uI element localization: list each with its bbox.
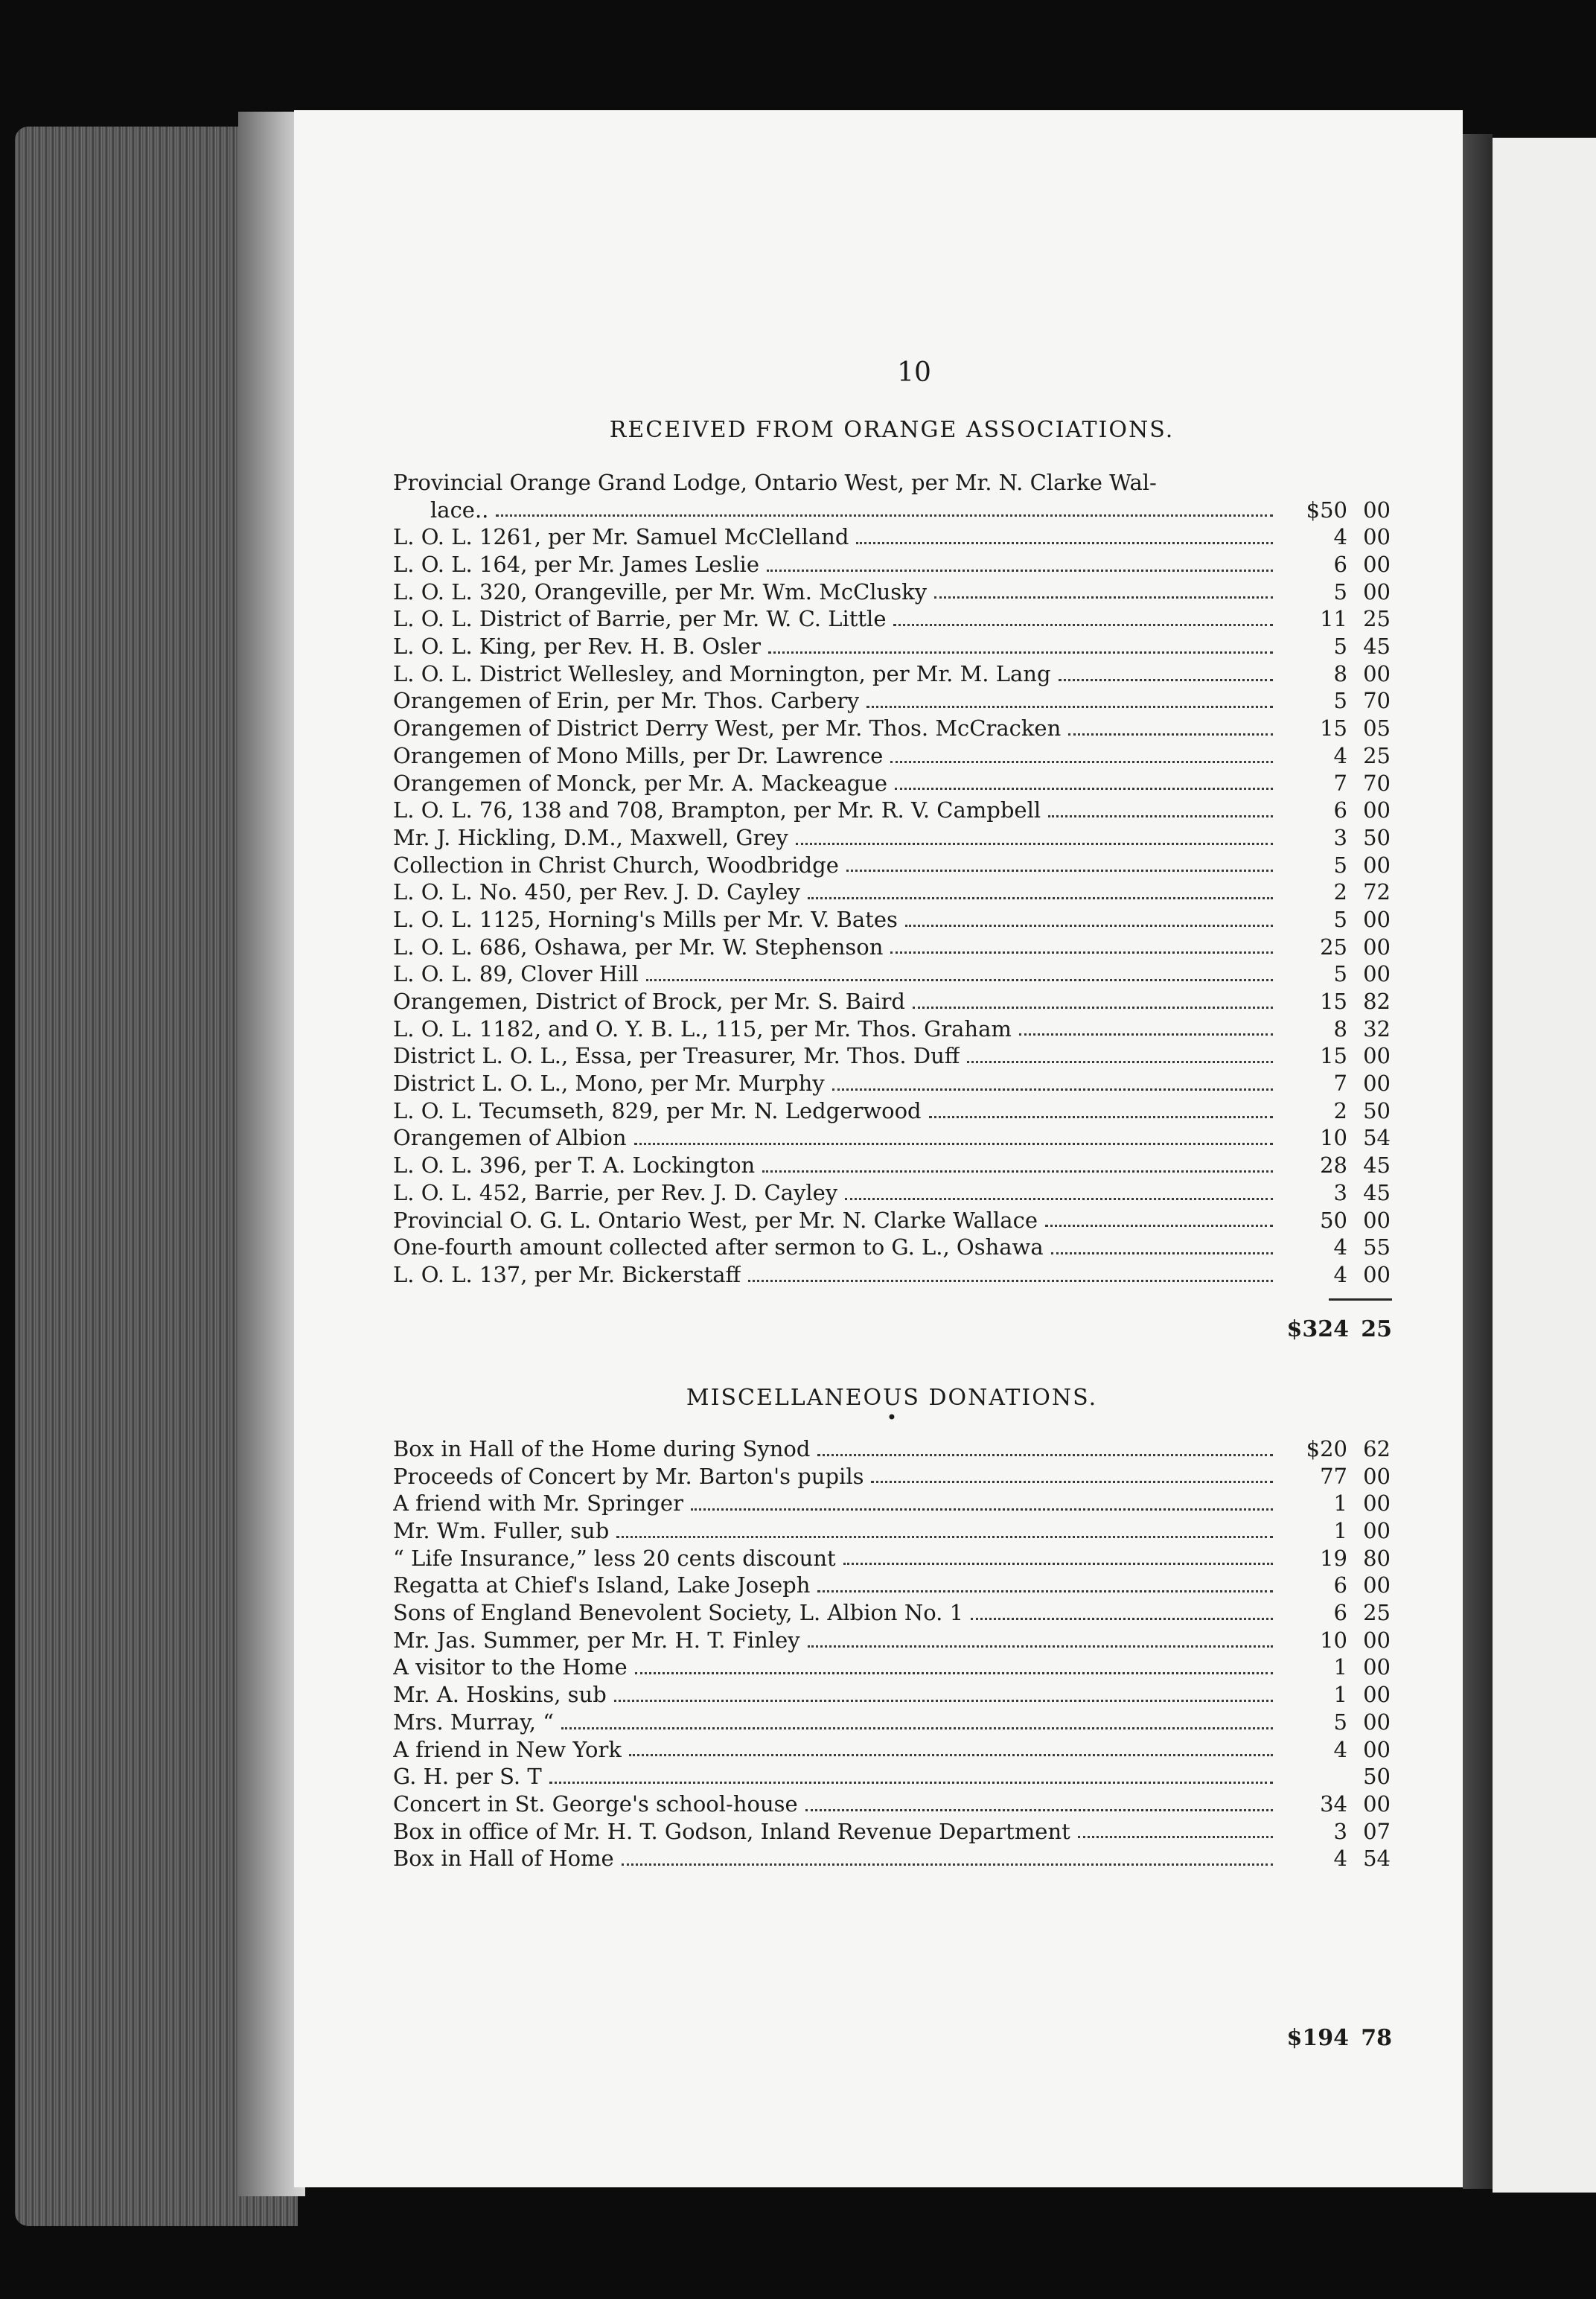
- entry-dollars: 5: [1333, 1709, 1347, 1735]
- dot-leader: [890, 761, 1273, 763]
- entry-cents: 62: [1363, 1435, 1391, 1461]
- entry-cents: 00: [1363, 906, 1391, 932]
- entry-description: A friend with Mr. Springer: [393, 1490, 683, 1517]
- dot-leader: [762, 1170, 1273, 1173]
- entry-description: Orangemen of Erin, per Mr. Thos. Carbery: [393, 688, 860, 714]
- dot-leader: [614, 1700, 1273, 1702]
- entry-description: “ Life Insurance,” less 20 cents discount: [393, 1545, 836, 1571]
- ledger-row: [393, 523, 1391, 551]
- entry-dollars: 4: [1333, 1234, 1347, 1260]
- entry-description: Orangemen of Monck, per Mr. A. Mackeague: [393, 770, 888, 796]
- miscellaneous-donations-total: [1249, 2025, 1392, 2051]
- entry-cents: 00: [1363, 1518, 1391, 1544]
- entry-description: Proceeds of Concert by Mr. Barton's pupils: [393, 1463, 864, 1489]
- entry-cents: 82: [1363, 989, 1391, 1015]
- ledger-row: [393, 824, 1391, 852]
- ledger-row: [393, 770, 1391, 797]
- entry-dollars: 15: [1320, 1043, 1347, 1069]
- entry-cents: 50: [1363, 1764, 1391, 1790]
- entry-description: Box in office of Mr. H. T. Godson, Inland Revenue Department: [393, 1818, 1070, 1844]
- ledger-row: [393, 469, 1391, 497]
- ledger-row: [393, 988, 1391, 1015]
- dot-leader: [856, 542, 1273, 544]
- entry-description: L. O. L. 686, Oshawa, per Mr. W. Stephenson: [393, 934, 884, 960]
- entry-dollars: 4: [1333, 524, 1347, 550]
- entry-description: One-fourth amount collected after sermon to G. L., Oshawa: [393, 1234, 1044, 1260]
- entry-description: Mr. J. Hickling, D.M., Maxwell, Grey: [393, 824, 788, 850]
- ledger-row: [393, 1435, 1391, 1463]
- entry-dollars: 1: [1333, 1490, 1347, 1517]
- dot-leader: [634, 1143, 1274, 1145]
- dot-leader: [496, 514, 1273, 517]
- ledger-row: [393, 578, 1391, 606]
- entry-cents: 00: [1363, 1463, 1391, 1489]
- entry-cents: 00: [1363, 934, 1391, 960]
- entry-cents: 25: [1363, 606, 1391, 632]
- ledger-row: [393, 1125, 1391, 1152]
- orange-associations-list: [393, 469, 1391, 1289]
- entry-dollars: 4: [1333, 1736, 1347, 1762]
- entry-dollars: 1: [1333, 1654, 1347, 1680]
- entry-dollars: $50: [1306, 497, 1347, 523]
- entry-description: A visitor to the Home: [393, 1654, 628, 1680]
- ledger-row: [393, 1545, 1391, 1572]
- ledger-row: [393, 1152, 1391, 1179]
- entry-cents: 00: [1363, 1627, 1391, 1653]
- entry-description: Box in Hall of the Home during Synod: [393, 1435, 811, 1461]
- ledger-row: [393, 960, 1391, 988]
- entry-description: Orangemen of Mono Mills, per Dr. Lawrence: [393, 742, 884, 768]
- entry-description: L. O. L. 320, Orangeville, per Mr. Wm. McClusky: [393, 578, 928, 605]
- ledger-row: [393, 1234, 1391, 1261]
- dot-leader: [893, 624, 1273, 626]
- entry-cents: 45: [1363, 1152, 1391, 1179]
- ledger-row: [393, 605, 1391, 633]
- ledger-row: [393, 742, 1391, 770]
- entry-dollars: $20: [1306, 1435, 1347, 1461]
- ledger-row: [393, 551, 1391, 578]
- entry-dollars: 4: [1333, 1846, 1347, 1872]
- entry-dollars: 6: [1333, 797, 1347, 823]
- entry-dollars: 19: [1320, 1545, 1347, 1571]
- entry-dollars: 4: [1333, 1261, 1347, 1287]
- dot-leader: [971, 1618, 1273, 1620]
- entry-description: L. O. L. District Wellesley, and Mornington, per Mr. M. Lang: [393, 660, 1051, 686]
- entry-dollars: 2: [1333, 1097, 1347, 1123]
- entry-cents: 55: [1363, 1234, 1391, 1260]
- dot-leader: [549, 1782, 1273, 1784]
- ledger-row: [393, 1627, 1391, 1654]
- entry-description: Provincial O. G. L. Ontario West, per Mr. N. Clarke Wallace: [393, 1207, 1038, 1233]
- entry-cents: 00: [1363, 1791, 1391, 1817]
- total-cents: 25: [1361, 1316, 1392, 1342]
- entry-cents: 80: [1363, 1545, 1391, 1571]
- entry-description: L. O. L. No. 450, per Rev. J. D. Cayley: [393, 879, 800, 905]
- entry-cents: 45: [1363, 1179, 1391, 1205]
- entry-cents: 70: [1363, 770, 1391, 796]
- entry-description: Box in Hall of Home: [393, 1846, 614, 1872]
- ledger-row: [393, 879, 1391, 906]
- entry-dollars: 2: [1333, 879, 1347, 905]
- ledger-row: [393, 906, 1391, 934]
- entry-description: L. O. L. 1261, per Mr. Samuel McClelland: [393, 524, 849, 550]
- ledger-row: [393, 1572, 1391, 1599]
- ledger-row: [393, 797, 1391, 824]
- orange-associations-total: [1249, 1316, 1392, 1342]
- entry-cents: 05: [1363, 715, 1391, 742]
- entry-cents: 00: [1363, 1207, 1391, 1233]
- entry-description: A friend in New York: [393, 1736, 622, 1762]
- dot-leader: [748, 1280, 1273, 1282]
- entry-description: lace..: [430, 497, 489, 523]
- total-dollars: $194: [1286, 2025, 1349, 2051]
- entry-description: Provincial Orange Grand Lodge, Ontario West, per Mr. N. Clarke Wal-: [393, 469, 1157, 495]
- dot-leader: [934, 596, 1273, 599]
- entry-description: G. H. per S. T: [393, 1764, 542, 1790]
- entry-dollars: 8: [1333, 1015, 1347, 1042]
- dot-leader: [913, 1007, 1273, 1009]
- dot-leader: [846, 870, 1273, 872]
- dot-leader: [808, 897, 1273, 899]
- entry-cents: 25: [1363, 742, 1391, 768]
- entry-dollars: 5: [1333, 906, 1347, 932]
- dot-leader: [629, 1754, 1273, 1756]
- entry-cents: 32: [1363, 1015, 1391, 1042]
- dot-leader: [691, 1508, 1273, 1511]
- dot-leader: [1051, 1252, 1273, 1254]
- ledger-row: [393, 934, 1391, 961]
- ledger-row: [393, 1763, 1391, 1791]
- entry-dollars: 28: [1320, 1152, 1347, 1179]
- dot-leader: [890, 951, 1273, 954]
- entry-description: L. O. L. 396, per T. A. Lockington: [393, 1152, 756, 1179]
- ledger-row: [393, 1463, 1391, 1490]
- dot-leader: [635, 1672, 1273, 1674]
- entry-dollars: 10: [1320, 1627, 1347, 1653]
- printed-page: [294, 110, 1463, 2187]
- ledger-row: [393, 660, 1391, 688]
- entry-description: L. O. L. 1125, Horning's Mills per Mr. V. Bates: [393, 906, 898, 932]
- ledger-row: [393, 633, 1391, 660]
- dot-leader: [843, 1563, 1273, 1565]
- entry-dollars: 6: [1333, 1572, 1347, 1598]
- ledger-row: [393, 715, 1391, 742]
- entry-description: Mr. Wm. Fuller, sub: [393, 1518, 610, 1544]
- entry-cents: 00: [1363, 1709, 1391, 1735]
- entry-dollars: 34: [1320, 1791, 1347, 1817]
- entry-description: District L. O. L., Essa, per Treasurer, Mr. Thos. Duff: [393, 1043, 960, 1069]
- ledger-row: [393, 1681, 1391, 1709]
- dot-leader: [767, 570, 1273, 572]
- dot-leader: [905, 925, 1273, 927]
- facing-page-edge: [1463, 134, 1493, 2189]
- entry-cents: 00: [1363, 852, 1391, 878]
- entry-dollars: 3: [1333, 824, 1347, 850]
- entry-description: L. O. L. 452, Barrie, per Rev. J. D. Cayley: [393, 1179, 838, 1205]
- total-dollars: $324: [1286, 1316, 1349, 1342]
- miscellaneous-donations-list: [393, 1435, 1391, 1872]
- entry-dollars: 11: [1320, 606, 1347, 632]
- dot-leader: [1078, 1836, 1273, 1838]
- entry-cents: 00: [1363, 1490, 1391, 1517]
- entry-cents: 00: [1363, 961, 1391, 987]
- entry-dollars: 5: [1333, 578, 1347, 605]
- dot-leader: [895, 788, 1273, 790]
- entry-cents: 50: [1363, 1097, 1391, 1123]
- entry-cents: 54: [1363, 1125, 1391, 1151]
- entry-dollars: 7: [1333, 770, 1347, 796]
- entry-description: L. O. L. 89, Clover Hill: [393, 961, 639, 987]
- dot-leader: [929, 1116, 1273, 1118]
- dot-leader: [1048, 815, 1273, 817]
- entry-description: Collection in Christ Church, Woodbridge: [393, 852, 839, 878]
- dot-leader: [1019, 1033, 1273, 1036]
- dot-leader: [832, 1088, 1273, 1091]
- entry-dollars: 1: [1333, 1682, 1347, 1708]
- section-heading-miscellaneous-donations: MISCELLANEOUS DONATIONS.: [686, 1385, 1098, 1411]
- ledger-row: [393, 1517, 1391, 1545]
- dot-leader: [845, 1198, 1273, 1200]
- entry-dollars: 3: [1333, 1179, 1347, 1205]
- entry-cents: 00: [1363, 1654, 1391, 1680]
- dot-leader: [805, 1809, 1273, 1811]
- entry-cents: 00: [1363, 660, 1391, 686]
- entry-description: Regatta at Chief's Island, Lake Joseph: [393, 1572, 811, 1598]
- entry-dollars: 6: [1333, 1600, 1347, 1626]
- entry-dollars: 7: [1333, 1071, 1347, 1097]
- dot-leader: [808, 1645, 1273, 1648]
- entry-cents: 00: [1363, 552, 1391, 578]
- section-heading-orange-associations: RECEIVED FROM ORANGE ASSOCIATIONS.: [609, 417, 1175, 443]
- page-number: 10: [897, 357, 931, 388]
- entry-description: Orangemen, District of Brock, per Mr. S. Baird: [393, 989, 905, 1015]
- facing-page: [1493, 138, 1596, 2193]
- entry-description: Mrs. Murray, “: [393, 1709, 555, 1735]
- ledger-row: [393, 1654, 1391, 1682]
- entry-description: Mr. Jas. Summer, per Mr. H. T. Finley: [393, 1627, 800, 1653]
- entry-dollars: 77: [1320, 1463, 1347, 1489]
- entry-cents: 00: [1363, 1261, 1391, 1287]
- dot-leader: [561, 1727, 1273, 1729]
- ledger-row: [393, 1490, 1391, 1517]
- entry-dollars: 5: [1333, 852, 1347, 878]
- entry-cents: 70: [1363, 688, 1391, 714]
- dot-leader: [616, 1536, 1273, 1538]
- dot-leader: [1045, 1225, 1273, 1227]
- ledger-row: [393, 1179, 1391, 1207]
- entry-dollars: 8: [1333, 660, 1347, 686]
- entry-description: L. O. L. King, per Rev. H. B. Osler: [393, 634, 762, 660]
- ledger-row: [393, 1015, 1391, 1043]
- entry-description: L. O. L. 164, per Mr. James Leslie: [393, 552, 759, 578]
- dot-leader: [1059, 679, 1273, 681]
- entry-cents: 54: [1363, 1846, 1391, 1872]
- entry-dollars: 6: [1333, 552, 1347, 578]
- entry-dollars: 50: [1320, 1207, 1347, 1233]
- ledger-row: [393, 1709, 1391, 1736]
- dot-leader: [796, 843, 1273, 845]
- ledger-row: [393, 1070, 1391, 1097]
- entry-dollars: 3: [1333, 1818, 1347, 1844]
- entry-cents: 00: [1363, 1043, 1391, 1069]
- entry-cents: 00: [1363, 524, 1391, 550]
- ledger-row: [393, 688, 1391, 715]
- entry-description: L. O. L. District of Barrie, per Mr. W. C. Little: [393, 606, 887, 632]
- entry-description: Orangemen of District Derry West, per Mr. Thos. McCracken: [393, 715, 1062, 742]
- entry-description: L. O. L. 137, per Mr. Bickerstaff: [393, 1261, 741, 1287]
- entry-cents: 00: [1363, 797, 1391, 823]
- entry-dollars: 25: [1320, 934, 1347, 960]
- dot-leader: [817, 1590, 1273, 1592]
- ledger-row: [393, 1845, 1391, 1872]
- ledger-row: [393, 497, 1391, 524]
- entry-dollars: 5: [1333, 688, 1347, 714]
- dot-leader: [1068, 733, 1273, 736]
- entry-description: Orangemen of Albion: [393, 1125, 627, 1151]
- entry-cents: 25: [1363, 1600, 1391, 1626]
- total-cents: 78: [1361, 2025, 1392, 2051]
- entry-description: Concert in St. George's school-house: [393, 1791, 798, 1817]
- ledger-row: [393, 1736, 1391, 1764]
- dot-leader: [768, 651, 1273, 654]
- dot-leader: [817, 1454, 1273, 1456]
- entry-cents: 72: [1363, 879, 1391, 905]
- ledger-row: [393, 1599, 1391, 1627]
- entry-dollars: 15: [1320, 989, 1347, 1015]
- ledger-row: [393, 1818, 1391, 1846]
- dot-leader: [871, 1481, 1273, 1483]
- entry-dollars: 5: [1333, 961, 1347, 987]
- entry-cents: 50: [1363, 824, 1391, 850]
- ledger-row: [393, 1261, 1391, 1289]
- ledger-row: [393, 1042, 1391, 1070]
- total-rule: [1329, 1298, 1392, 1301]
- ledger-row: [393, 1791, 1391, 1818]
- entry-cents: 00: [1363, 1736, 1391, 1762]
- entry-dollars: 4: [1333, 742, 1347, 768]
- entry-description: L. O. L. 1182, and O. Y. B. L., 115, per Mr. Thos. Graham: [393, 1015, 1012, 1042]
- entry-cents: 07: [1363, 1818, 1391, 1844]
- entry-dollars: 10: [1320, 1125, 1347, 1151]
- entry-cents: 00: [1363, 1572, 1391, 1598]
- ledger-row: [393, 852, 1391, 879]
- dot-leader: [866, 706, 1273, 708]
- entry-cents: 00: [1363, 1071, 1391, 1097]
- entry-cents: 45: [1363, 634, 1391, 660]
- entry-cents: 00: [1363, 1682, 1391, 1708]
- entry-cents: 00: [1363, 497, 1391, 523]
- ledger-row: [393, 1097, 1391, 1125]
- entry-description: L. O. L. Tecumseth, 829, per Mr. N. Ledgerwood: [393, 1097, 922, 1123]
- dot-leader: [622, 1863, 1273, 1866]
- entry-description: Sons of England Benevolent Society, L. Albion No. 1: [393, 1600, 964, 1626]
- entry-description: District L. O. L., Mono, per Mr. Murphy: [393, 1071, 825, 1097]
- dot-leader: [646, 979, 1273, 981]
- entry-dollars: 5: [1333, 634, 1347, 660]
- entry-cents: 00: [1363, 578, 1391, 605]
- ledger-row: [393, 1207, 1391, 1234]
- entry-dollars: 15: [1320, 715, 1347, 742]
- entry-description: L. O. L. 76, 138 and 708, Brampton, per Mr. R. V. Campbell: [393, 797, 1041, 823]
- dot-leader: [967, 1061, 1273, 1063]
- section-bullet: •: [886, 1407, 898, 1428]
- entry-dollars: 1: [1333, 1518, 1347, 1544]
- entry-description: Mr. A. Hoskins, sub: [393, 1682, 607, 1708]
